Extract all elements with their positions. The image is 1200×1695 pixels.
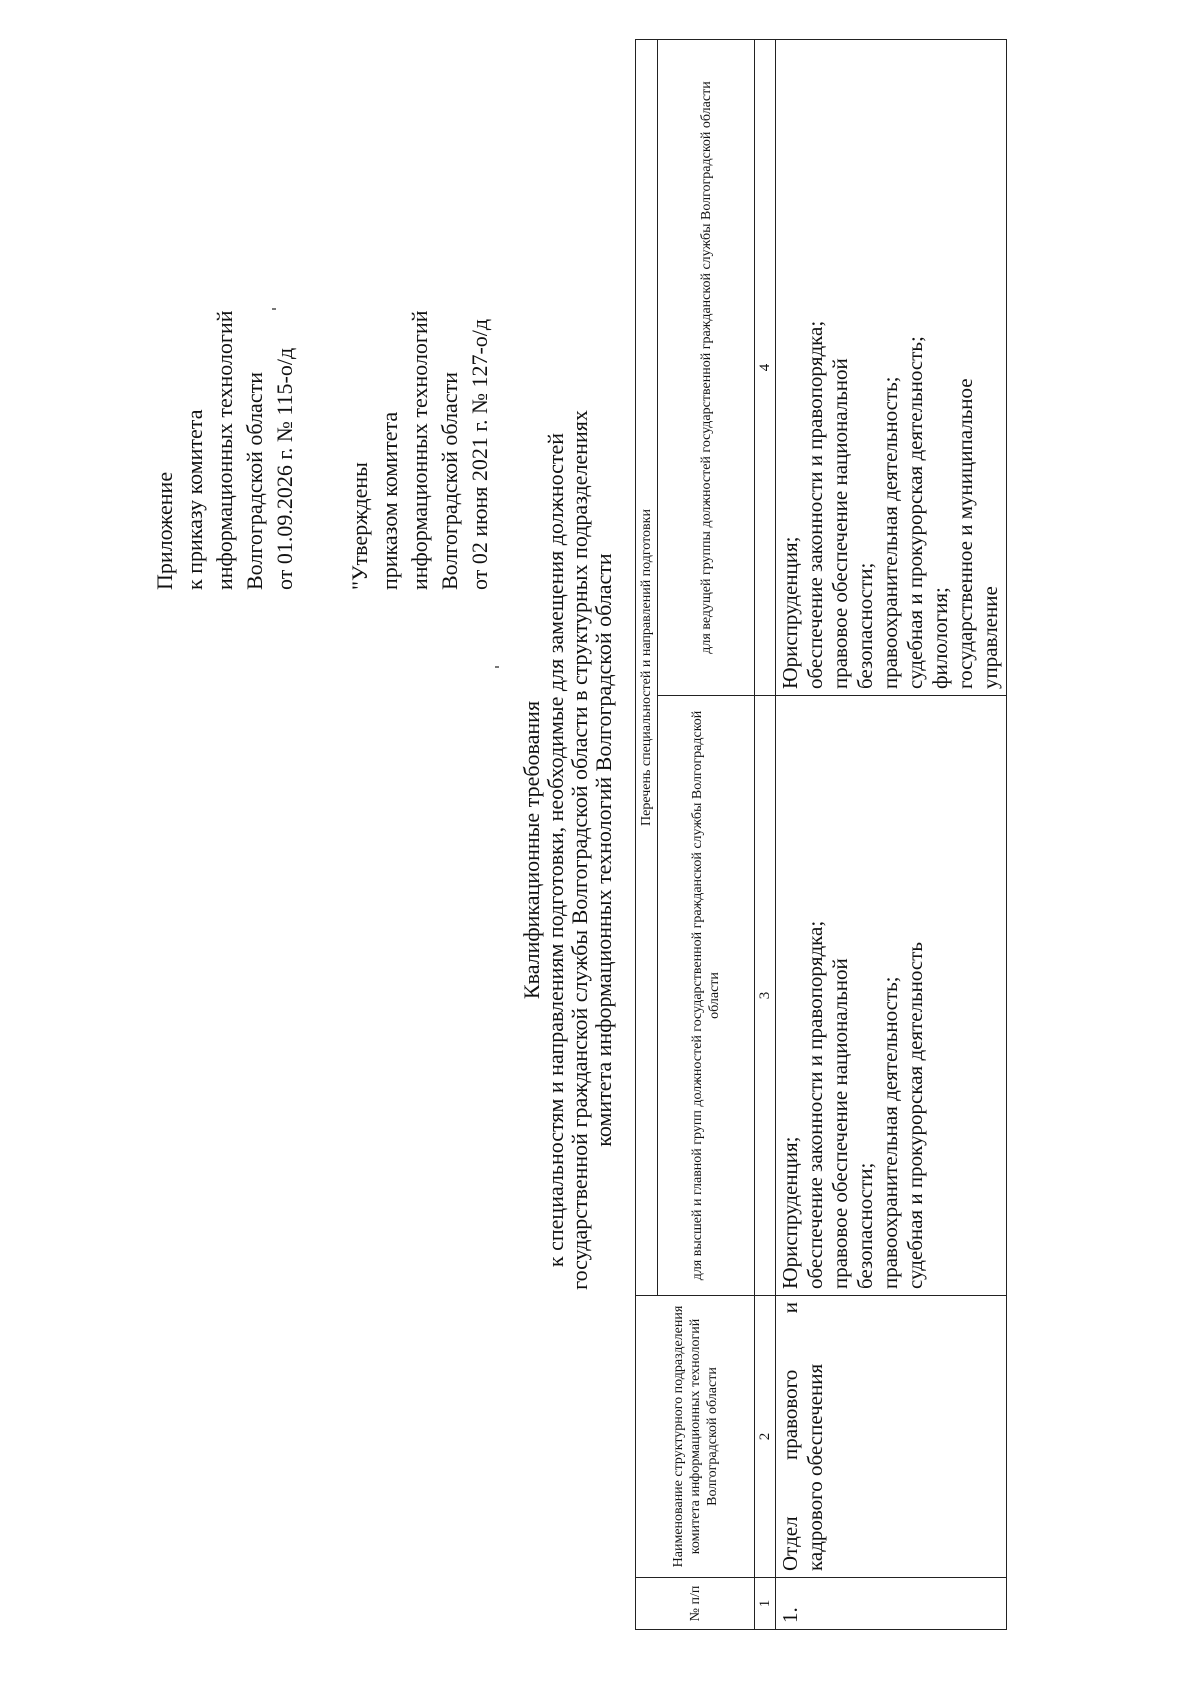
- table-row: [776, 40, 1007, 1630]
- department-word: и: [778, 1302, 802, 1314]
- specialty-item: государственное и муниципальное: [953, 378, 977, 689]
- specialty-item: Юриспруденция;: [778, 536, 802, 689]
- specialty-item: управление: [978, 586, 1002, 689]
- column-number: 1: [755, 1578, 776, 1630]
- approved-line: от 02 июня 2021 г. № 127-о/д: [467, 318, 492, 590]
- header-row: [636, 40, 658, 1630]
- column-number: 2: [755, 1296, 776, 1578]
- specialty-item: обеспечение законности и правопорядка;: [803, 920, 827, 1289]
- approved-header: [345, 310, 495, 590]
- document-page: [60, 30, 1140, 1630]
- specialty-item: правовое обеспечение национальной: [828, 358, 852, 689]
- title-line: комитета информационных технологий Волгоградской области: [591, 553, 616, 1147]
- specialty-item: правоохранительная деятельность;: [878, 376, 902, 689]
- document-title: [520, 190, 616, 1510]
- title-line: к специальностям и направлениям подготовки, необходимые для замещения должностей: [543, 432, 568, 1268]
- appendix-line: к приказу комитета: [182, 409, 207, 590]
- title-line: Квалификационные требования: [519, 700, 544, 1000]
- specialty-item: безопасности;: [853, 562, 877, 689]
- department-word: правового: [778, 1369, 802, 1460]
- approved-line: Волгоградской области: [437, 372, 462, 590]
- approved-line: приказом комитета: [377, 411, 402, 590]
- column-number: 4: [755, 40, 776, 696]
- specialty-item: филология;: [928, 587, 952, 689]
- header-leading: для ведущей группы должностей государственной гражданской службы Волгоградской области: [658, 40, 755, 696]
- appendix-line: Приложение: [152, 471, 177, 590]
- specialty-item: судебная и прокурорская деятельность;: [903, 336, 927, 689]
- appendix-line: Волгоградской области: [242, 372, 267, 590]
- department-line: [778, 1302, 803, 1571]
- specialty-item: Юриспруденция;: [778, 1136, 802, 1289]
- appendix-line: информационных технологий: [212, 310, 237, 590]
- header-senior: для высшей и главной групп должностей государственной гражданской службы Волгоградской области: [658, 696, 755, 1296]
- department-line: кадрового обеспечения: [803, 1363, 827, 1571]
- specialty-item: обеспечение законности и правопорядка;: [803, 320, 827, 689]
- row-senior-list: [776, 696, 1007, 1296]
- scan-speck: [495, 666, 499, 668]
- row-department: [776, 1296, 1007, 1578]
- approved-line: "Утверждены: [347, 462, 372, 590]
- row-number: 1.: [776, 1578, 1007, 1630]
- requirements-table: [635, 39, 1007, 1630]
- row-leading-list: [776, 40, 1007, 696]
- header-department: Наименование структурного подразделения комитета информационных технологий Волгоградской области: [636, 1296, 755, 1578]
- approved-line: информационных технологий: [407, 310, 432, 590]
- header-list: Перечень специальностей и направлений подготовки: [636, 40, 658, 1296]
- column-number: 3: [755, 696, 776, 1296]
- appendix-header: [150, 310, 300, 590]
- column-number-row: [755, 40, 776, 1630]
- specialty-item: правовое обеспечение национальной: [828, 958, 852, 1289]
- specialty-item: правоохранительная деятельность;: [878, 976, 902, 1289]
- department-word: Отдел: [778, 1516, 802, 1571]
- scan-speck: [272, 308, 276, 310]
- specialty-item: безопасности;: [853, 1162, 877, 1289]
- appendix-line: от 01.09.2026 г. № 115-о/д: [272, 347, 297, 590]
- title-line: государственной гражданской службы Волгоградской области в структурных подразделениях: [567, 410, 592, 1290]
- specialty-item: судебная и прокурорская деятельность: [903, 941, 927, 1289]
- header-num: № п/п: [636, 1578, 755, 1630]
